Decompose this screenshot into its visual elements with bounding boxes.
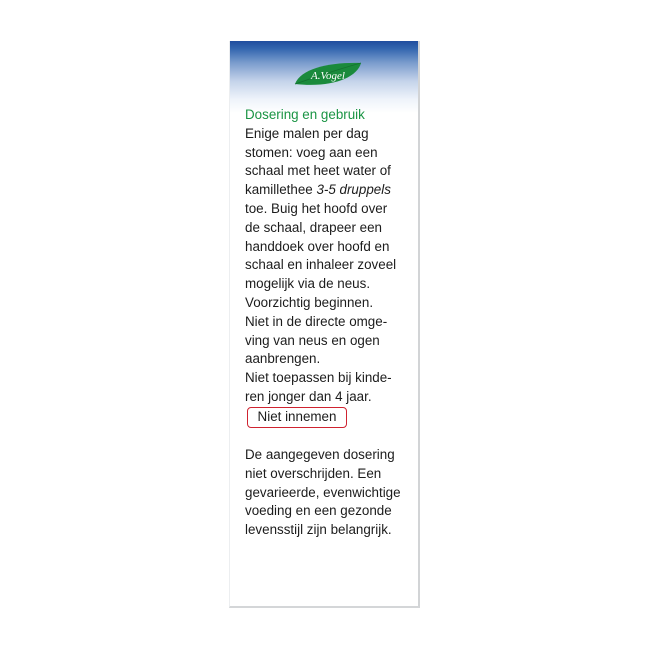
dosage-text bbox=[245, 125, 415, 407]
closing-text bbox=[245, 446, 415, 540]
dosage-line: Voorzichtig beginnen. bbox=[245, 294, 374, 310]
closing-line: gevarieerde, evenwichtige bbox=[245, 484, 401, 500]
leaf-logo-icon bbox=[291, 60, 363, 90]
dosage-amount: 3-5 druppels bbox=[316, 182, 391, 198]
dosage-line: mogelijk via de neus. bbox=[245, 276, 371, 292]
dosage-line: Niet toepassen bij kinde- bbox=[245, 370, 392, 386]
a-vogel-logo bbox=[291, 60, 363, 90]
dosage-section bbox=[245, 106, 415, 407]
dosage-line bbox=[245, 181, 415, 200]
dosage-line: aanbrengen. bbox=[245, 351, 321, 367]
dosage-line: Niet in de directe omge- bbox=[245, 313, 388, 329]
dosage-line: schaal met heet water of bbox=[245, 163, 391, 179]
dosage-line: stomen: voeg aan een bbox=[245, 144, 378, 160]
logo-text: A.Vogel bbox=[311, 70, 345, 82]
closing-line: De aangegeven dosering bbox=[245, 447, 395, 462]
dosage-line: ving van neus en ogen bbox=[245, 332, 380, 348]
dosage-line: Enige malen per dag bbox=[245, 125, 369, 141]
warning-label: Niet innemen bbox=[257, 409, 337, 424]
dosage-line: schaal en inhaleer zoveel bbox=[245, 257, 397, 273]
dosage-line: de schaal, drapeer een bbox=[245, 219, 382, 235]
dosage-line: ren jonger dan 4 jaar. bbox=[245, 388, 372, 404]
dosage-line-text: kamillethee bbox=[245, 182, 317, 198]
section-heading: Dosering en gebruik bbox=[245, 107, 365, 122]
closing-line: levensstijl zijn belangrijk. bbox=[245, 522, 392, 538]
warning-badge bbox=[247, 407, 347, 428]
closing-line: niet overschrijden. Een bbox=[245, 465, 382, 481]
dosage-line: handdoek over hoofd en bbox=[245, 238, 390, 254]
closing-line: voeding en een gezonde bbox=[245, 503, 392, 519]
dosage-line: toe. Buig het hoofd over bbox=[245, 200, 388, 216]
